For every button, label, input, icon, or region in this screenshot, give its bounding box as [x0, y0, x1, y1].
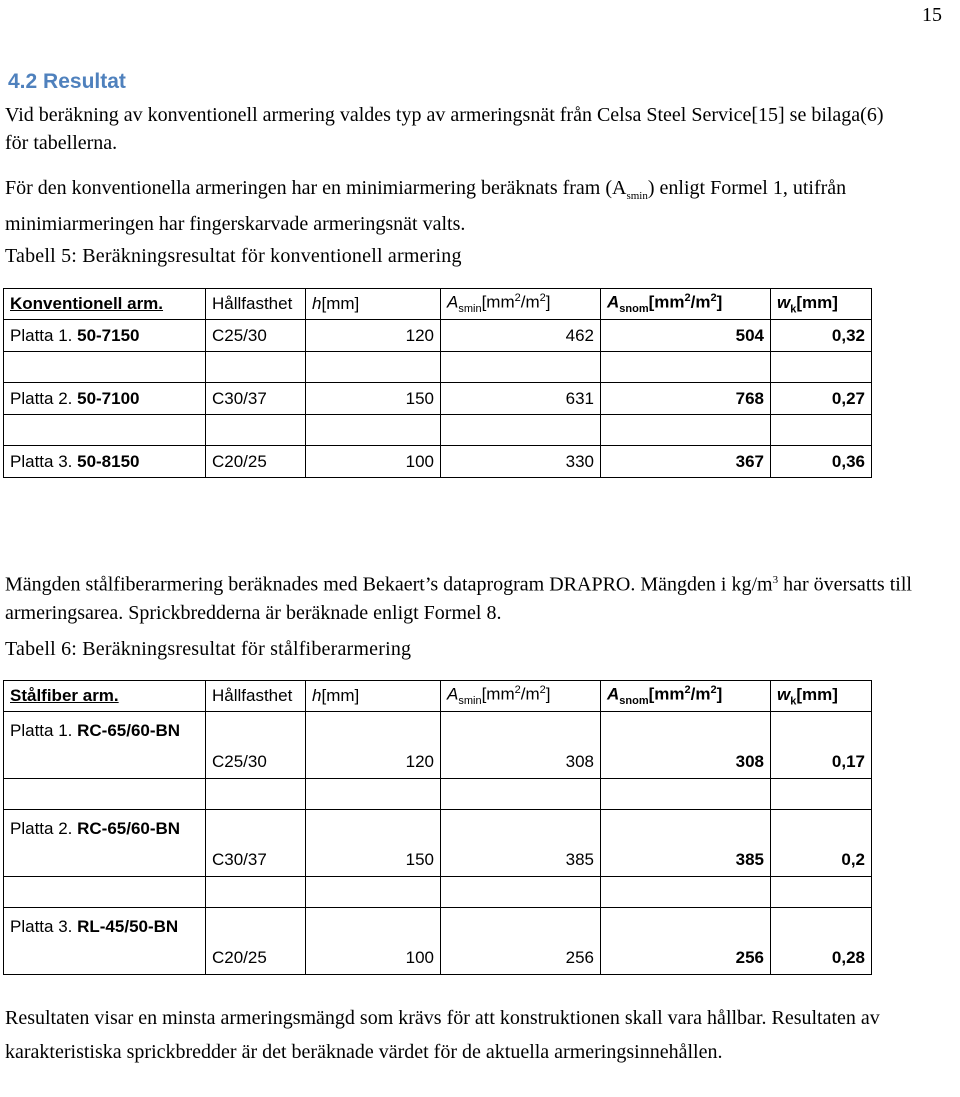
header-wk [771, 289, 872, 320]
header-wk-unit: [mm] [796, 684, 838, 704]
spacer-cell [441, 877, 601, 908]
cell-asnom: 385 [601, 810, 771, 877]
spacer-cell [441, 415, 601, 446]
cell-asnom: 367 [601, 446, 771, 478]
cell-h: 100 [306, 446, 441, 478]
paragraph-text: har översatts till armeringsarea. Sprickbredderna är beräknade enligt Formel 8. [5, 573, 912, 624]
table-spacer-row [4, 877, 872, 908]
cell-plate [4, 712, 206, 779]
cell-h: 100 [306, 908, 441, 975]
spacer-cell [4, 352, 206, 383]
header-asmin-unit: /m [520, 685, 540, 705]
header-asmin-sup: 2 [539, 292, 546, 305]
table6-caption: Tabell 6: Beräkningsresultat för stålfiberarmering [5, 638, 412, 660]
spacer-cell [441, 352, 601, 383]
cell-wk: 0,36 [771, 446, 872, 478]
header-asmin-unit: /m [520, 293, 540, 313]
header-asmin-sup: 2 [514, 292, 521, 305]
section-heading [8, 70, 126, 94]
cell-strength: C30/37 [206, 383, 306, 415]
header-asnom-unit: [mm [648, 293, 685, 313]
spacer-cell [4, 779, 206, 810]
cell-asnom: 768 [601, 383, 771, 415]
header-reinforcement: Stålfiber arm. [4, 681, 206, 712]
header-asmin-unit: ] [545, 293, 551, 313]
page-number: 15 [922, 4, 942, 26]
header-asnom-unit: ] [716, 293, 723, 313]
cell-plate [4, 320, 206, 352]
section-title: Resultat [43, 70, 126, 93]
header-wk [771, 681, 872, 712]
minimum-reinforcement-paragraph [5, 174, 915, 238]
table-header-row [4, 681, 872, 712]
header-reinforcement: Konventionell arm. [4, 289, 206, 320]
header-asnom-sub: snom [619, 303, 649, 316]
header-asmin-sub: smin [458, 303, 482, 316]
header-asnom-sup: 2 [710, 292, 717, 305]
header-asmin-sup: 2 [514, 684, 521, 697]
cell-h: 120 [306, 712, 441, 779]
spacer-cell [306, 415, 441, 446]
table5-caption: Tabell 5: Beräkningsresultat för konventionell armering [5, 245, 462, 267]
header-asnom [601, 681, 771, 712]
header-asnom-unit: /m [690, 293, 711, 313]
plate-label: Platta 1. [10, 721, 78, 740]
cell-wk: 0,32 [771, 320, 872, 352]
mesh-label: 50-7150 [77, 325, 140, 345]
paragraph-text: Mängden stålfiberarmering beräknades med Bekaert’s dataprogram DRAPRO. Mängden i kg/m [5, 573, 773, 596]
spacer-cell [601, 877, 771, 908]
header-asmin-symbol: A [447, 293, 459, 313]
conclusion-paragraph: Resultaten visar en minsta armeringsmängd som krävs för att konstruktionen skall vara hållbar. Resultaten av karakteristiska sprickbredder är det beräknade värdet för de aktuella armeringsinnehållen. [5, 1007, 880, 1063]
header-h-symbol: h [312, 294, 322, 313]
cell-asmin: 256 [441, 908, 601, 975]
cell-asmin: 631 [441, 383, 601, 415]
cell-strength: C25/30 [206, 712, 306, 779]
spacer-cell [306, 779, 441, 810]
cell-plate [4, 446, 206, 478]
cell-asnom: 308 [601, 712, 771, 779]
header-asnom-sub: snom [619, 695, 649, 708]
cell-plate [4, 908, 206, 975]
table-row [4, 383, 872, 415]
table-spacer-row [4, 352, 872, 383]
spacer-cell [306, 877, 441, 908]
mesh-label: 50-8150 [77, 451, 140, 471]
cell-asnom: 256 [601, 908, 771, 975]
cell-plate [4, 383, 206, 415]
header-h-unit: [mm] [321, 294, 360, 313]
cell-h: 150 [306, 383, 441, 415]
cell-plate [4, 810, 206, 877]
table-spacer-row [4, 779, 872, 810]
table-header-row [4, 289, 872, 320]
steel-fiber-reinforcement-table [3, 680, 872, 975]
spacer-cell [601, 415, 771, 446]
cell-strength: C20/25 [206, 908, 306, 975]
header-asnom-unit: ] [716, 685, 723, 705]
header-wk-sub: k [790, 303, 797, 316]
intro-paragraph: Vid beräkning av konventionell armering valdes typ av armeringsnät från Celsa Steel Service[15] se bilaga(6) för tabellerna. [5, 104, 884, 154]
header-asnom-unit: /m [690, 685, 711, 705]
section-number: 4.2 [8, 70, 38, 93]
header-asmin-unit: ] [545, 685, 551, 705]
fiber-label: RC-65/60-BN [77, 721, 181, 740]
conventional-reinforcement-table [3, 288, 872, 478]
steel-fiber-paragraph [5, 566, 935, 627]
table-row [4, 908, 872, 975]
spacer-cell [206, 877, 306, 908]
header-h [306, 289, 441, 320]
paragraph-subscript: smin [626, 190, 648, 202]
header-wk-unit: [mm] [796, 292, 838, 312]
header-asnom-sup: 2 [684, 684, 691, 697]
table-row [4, 810, 872, 877]
cell-asmin: 330 [441, 446, 601, 478]
header-asmin-sub: smin [458, 695, 482, 708]
header-wk-symbol: w [777, 684, 791, 704]
paragraph-text: ) enligt Formel 1, utifrån minimiarmeringen har fingerskarvade armeringsnät valts. [5, 177, 847, 235]
cell-strength: C25/30 [206, 320, 306, 352]
cell-wk: 0,28 [771, 908, 872, 975]
spacer-cell [601, 352, 771, 383]
header-asmin-sup: 2 [539, 684, 546, 697]
header-wk-sub: k [790, 695, 797, 708]
cell-strength: C20/25 [206, 446, 306, 478]
header-asnom-symbol: A [607, 293, 620, 313]
fiber-label: RC-65/60-BN [77, 819, 181, 838]
plate-label: Platta 2. [10, 819, 78, 838]
spacer-cell [601, 779, 771, 810]
spacer-cell [441, 779, 601, 810]
header-asnom-sup: 2 [684, 292, 691, 305]
mesh-label: 50-7100 [77, 388, 140, 408]
fiber-label: RL-45/50-BN [77, 917, 179, 936]
cell-asmin: 462 [441, 320, 601, 352]
header-asmin-symbol: A [447, 685, 459, 705]
cell-asnom: 504 [601, 320, 771, 352]
cell-asmin: 385 [441, 810, 601, 877]
header-h-unit: [mm] [321, 686, 360, 705]
header-asmin-unit: [mm [481, 293, 515, 313]
spacer-cell [4, 415, 206, 446]
cell-asmin: 308 [441, 712, 601, 779]
table-row [4, 320, 872, 352]
spacer-cell [206, 779, 306, 810]
plate-label: Platta 3. [10, 451, 78, 471]
header-asnom [601, 289, 771, 320]
table-row [4, 446, 872, 478]
paragraph-superscript: 3 [772, 574, 779, 586]
header-asnom-symbol: A [607, 685, 620, 705]
header-asnom-sup: 2 [710, 684, 717, 697]
cell-h: 150 [306, 810, 441, 877]
spacer-cell [771, 352, 872, 383]
header-wk-symbol: w [777, 292, 791, 312]
header-asmin [441, 289, 601, 320]
spacer-cell [206, 352, 306, 383]
cell-strength: C30/37 [206, 810, 306, 877]
table-row [4, 712, 872, 779]
spacer-cell [771, 415, 872, 446]
header-asmin [441, 681, 601, 712]
cell-wk: 0,17 [771, 712, 872, 779]
header-h-symbol: h [312, 686, 322, 705]
cell-wk: 0,2 [771, 810, 872, 877]
header-h [306, 681, 441, 712]
table-spacer-row [4, 415, 872, 446]
spacer-cell [206, 415, 306, 446]
cell-wk: 0,27 [771, 383, 872, 415]
header-strength: Hållfasthet [206, 289, 306, 320]
spacer-cell [771, 779, 872, 810]
plate-label: Platta 1. [10, 325, 78, 345]
spacer-cell [4, 877, 206, 908]
plate-label: Platta 2. [10, 388, 78, 408]
spacer-cell [306, 352, 441, 383]
header-asmin-unit: [mm [481, 685, 515, 705]
header-strength: Hållfasthet [206, 681, 306, 712]
plate-label: Platta 3. [10, 917, 78, 936]
spacer-cell [771, 877, 872, 908]
header-asnom-unit: [mm [648, 685, 685, 705]
paragraph-text: För den konventionella armeringen har en minimiarmering beräknats fram (A [5, 177, 627, 199]
cell-h: 120 [306, 320, 441, 352]
